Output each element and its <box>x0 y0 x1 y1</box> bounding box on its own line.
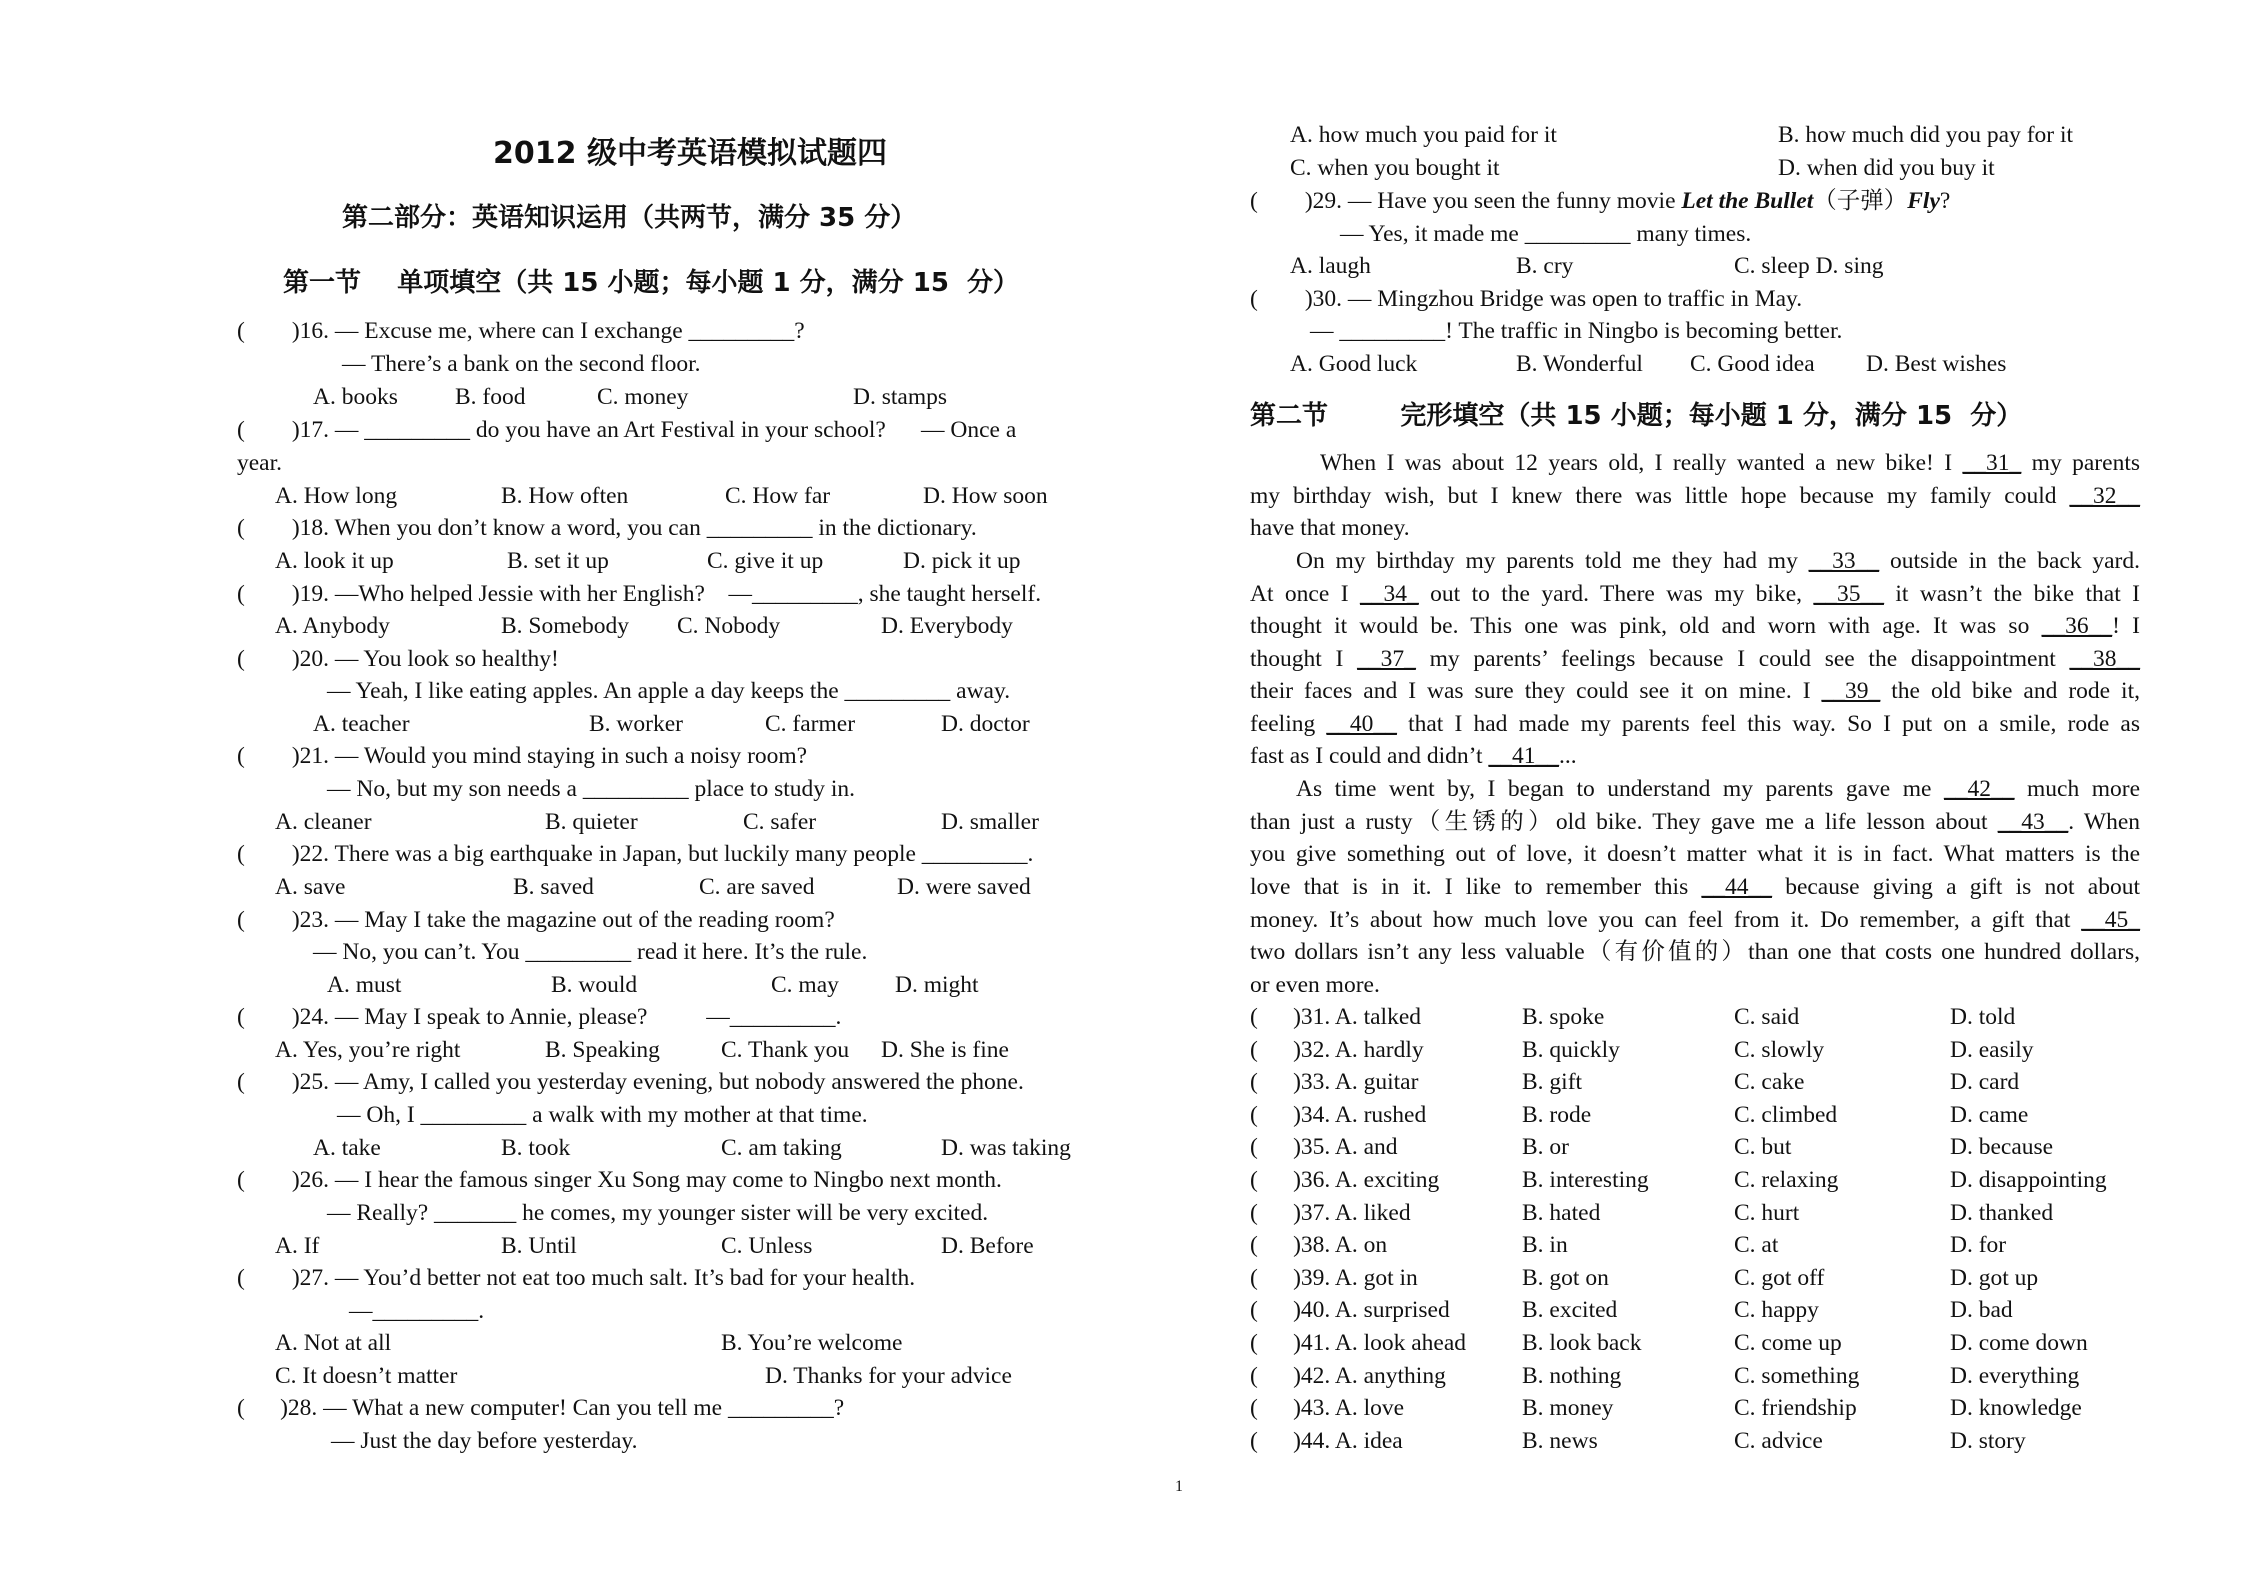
option-a: A. must <box>327 972 402 998</box>
cloze-option: B. in <box>1522 1232 1568 1259</box>
cloze-option: C. relaxing <box>1734 1167 1839 1193</box>
cloze-option: B. spoke <box>1522 1004 1605 1030</box>
cloze-question: ( )43. A. love <box>1250 1395 1405 1422</box>
question-28: ( )28. — What a new computer! Can you tell me _________? <box>237 1395 845 1421</box>
option-c: C. farmer <box>765 711 856 737</box>
cloze-option: C. climbed <box>1734 1101 1838 1128</box>
option-a: A. How long <box>275 483 398 509</box>
question-29-reply: — Yes, it made me _________ many times. <box>1340 221 1752 247</box>
option-c: C. It doesn’t matter <box>275 1363 458 1389</box>
option-a: A. take <box>313 1135 381 1161</box>
cloze-option: D. for <box>1950 1232 2007 1259</box>
question-28-reply: — Just the day before yesterday. <box>331 1428 638 1454</box>
question-27: ( )27. — You’d better not eat too much salt. It’s bad for your health. <box>237 1265 916 1291</box>
section1-heading: 第一节 单项填空（共 15 小题；每小题 1 分，满分 15 分） <box>283 268 1020 298</box>
question-21: ( )21. — Would you mind staying in such a noisy room? <box>237 743 808 769</box>
option-d: D. doctor <box>941 711 1030 737</box>
option-d: D. pick it up <box>903 548 1021 574</box>
cloze-question: ( )31. A. talked <box>1250 1004 1421 1030</box>
cloze-option: D. easily <box>1950 1036 2034 1063</box>
option-d: D. might <box>895 972 979 998</box>
page-number: 1 <box>1175 1478 1183 1495</box>
cloze-option: D. told <box>1950 1004 2016 1030</box>
passage-line: their faces and I was sure they could see it on mine. I __39_ the old bike and rode it, <box>1250 678 2140 704</box>
cloze-option: C. happy <box>1734 1297 1819 1324</box>
cloze-option: B. excited <box>1522 1297 1618 1324</box>
option-b: B. set it up <box>507 548 609 574</box>
cloze-option: B. hated <box>1522 1199 1601 1226</box>
passage-line: than just a rusty（生锈的）old bike. They gave me a life lesson about __43__. When <box>1250 809 2140 835</box>
cloze-option: C. something <box>1734 1362 1860 1389</box>
option-c: C. are saved <box>699 874 815 900</box>
section2-heading: 第二节 完形填空（共 15 小题；每小题 1 分，满分 15 分） <box>1250 401 2023 431</box>
option-c: C. money <box>597 384 689 410</box>
cloze-option: B. money <box>1522 1395 1614 1422</box>
question-26: ( )26. — I hear the famous singer Xu Song may come to Ningbo next month. <box>237 1167 1002 1193</box>
option-a: A. Not at all <box>275 1330 392 1356</box>
cloze-option: D. come down <box>1950 1330 2088 1356</box>
question-30-reply: — _________! The traffic in Ningbo is becoming better. <box>1310 318 1843 344</box>
cloze-question: ( )32. A. hardly <box>1250 1036 1424 1063</box>
cloze-option: D. got up <box>1950 1264 2039 1291</box>
cloze-option: D. story <box>1950 1427 2026 1454</box>
passage-line: or even more. <box>1250 972 1380 998</box>
option-b: B. You’re welcome <box>721 1330 903 1356</box>
cloze-option: C. slowly <box>1734 1036 1825 1063</box>
option-c: C. Thank you <box>721 1037 850 1063</box>
cloze-option: D. disappointing <box>1950 1167 2107 1193</box>
option-c: C. give it up <box>707 548 824 574</box>
option-b: B. took <box>501 1135 571 1161</box>
cloze-option: C. advice <box>1734 1427 1823 1454</box>
passage-line: When I was about 12 years old, I really wanted a new bike! I __31_ my parents <box>1320 450 2140 476</box>
option-c: C. sleep D. sing <box>1734 253 1884 279</box>
option-b: B. Wonderful <box>1516 351 1643 377</box>
cloze-option: C. got off <box>1734 1264 1825 1291</box>
option-b: B. How often <box>501 483 629 509</box>
question-29: ( )29. — Have you seen the funny movie Let the Bullet（子弹）Fly? <box>1250 188 1951 214</box>
cloze-option: B. interesting <box>1522 1167 1649 1193</box>
question-22: ( )22. There was a big earthquake in Japan, but luckily many people _________. <box>237 841 1034 867</box>
option-b: B. food <box>455 384 526 410</box>
question-20: ( )20. — You look so healthy! <box>237 646 559 672</box>
option-d: D. She is fine <box>881 1037 1009 1063</box>
option-a: A. save <box>275 874 346 900</box>
cloze-option: D. bad <box>1950 1297 2013 1324</box>
option-a: A. If <box>275 1233 320 1259</box>
option-d: D. were saved <box>897 874 1031 900</box>
option-d: D. when did you buy it <box>1778 155 1995 181</box>
option-d: D. How soon <box>923 483 1048 509</box>
option-c: C. safer <box>743 809 817 835</box>
question-23: ( )23. — May I take the magazine out of the reading room? <box>237 907 835 933</box>
option-b: B. would <box>551 972 638 998</box>
cloze-question: ( )34. A. rushed <box>1250 1101 1427 1128</box>
cloze-question: ( )35. A. and <box>1250 1134 1398 1161</box>
option-d: D. Everybody <box>881 613 1013 639</box>
option-d: D. Best wishes <box>1866 351 2007 377</box>
passage-line: you give something out of love, it doesn’t matter what it is in fact. What matters is the <box>1250 841 2140 867</box>
cloze-option: D. knowledge <box>1950 1395 2082 1422</box>
option-a: A. Good luck <box>1290 351 1418 377</box>
question-23-reply: — No, you can’t. You _________ read it here. It’s the rule. <box>313 939 868 965</box>
cloze-option: C. hurt <box>1734 1199 1800 1226</box>
passage-line: At once I __34_ out to the yard. There was my bike, __35__ it wasn’t the bike that I <box>1250 581 2140 607</box>
cloze-option: C. said <box>1734 1004 1800 1030</box>
cloze-option: C. at <box>1734 1232 1779 1259</box>
cloze-question: ( )42. A. anything <box>1250 1362 1446 1389</box>
question-30: ( )30. — Mingzhou Bridge was open to traffic in May. <box>1250 286 1803 312</box>
passage-line: As time went by, I began to understand my parents gave me __42__ much more <box>1296 776 2141 802</box>
passage-line: have that money. <box>1250 515 1410 541</box>
question-19: ( )19. —Who helped Jessie with her English? —_________, she taught herself. <box>237 581 1042 607</box>
option-b: B. quieter <box>545 809 638 835</box>
option-b: B. Speaking <box>545 1037 660 1063</box>
cloze-option: B. got on <box>1522 1264 1609 1291</box>
cloze-option: C. come up <box>1734 1330 1842 1356</box>
option-d: D. stamps <box>853 384 947 410</box>
option-a: A. Yes, you’re right <box>275 1037 461 1063</box>
question-16: ( )16. — Excuse me, where can I exchange _________? <box>237 318 805 344</box>
option-c: C. Nobody <box>677 613 781 639</box>
option-b: B. saved <box>513 874 594 900</box>
cloze-option: C. friendship <box>1734 1395 1857 1422</box>
exam-title: 2012 级中考英语模拟试题四 <box>493 136 887 171</box>
cloze-option: C. cake <box>1734 1069 1805 1096</box>
option-d: D. Before <box>941 1233 1034 1259</box>
cloze-question: ( )41. A. look ahead <box>1250 1330 1467 1356</box>
cloze-option: D. thanked <box>1950 1199 2054 1226</box>
passage-line: thought I __37_ my parents’ feelings because I could see the disappointment __38__ <box>1250 646 2140 672</box>
movie-title-end: Fly <box>1907 188 1940 214</box>
cloze-option: B. gift <box>1522 1069 1583 1096</box>
passage-line: two dollars isn’t any less valuable（有价值的）than one that costs one hundred dollars, <box>1250 939 2140 965</box>
passage-line: my birthday wish, but I knew there was little hope because my family could __32__ <box>1250 483 2140 509</box>
cloze-option: B. news <box>1522 1427 1598 1454</box>
option-a: A. teacher <box>313 711 410 737</box>
passage-line: fast as I could and didn’t __41__... <box>1250 743 1577 769</box>
cloze-question: ( )33. A. guitar <box>1250 1069 1419 1096</box>
cloze-option: D. came <box>1950 1101 2029 1128</box>
option-c: C. when you bought it <box>1290 155 1500 181</box>
cloze-question: ( )37. A. liked <box>1250 1199 1411 1226</box>
passage-line: thought it would be. This one was pink, old and worn with age. It was so __36__! I <box>1250 613 2140 639</box>
cloze-question: ( )38. A. on <box>1250 1232 1388 1259</box>
question-17-cont: year. <box>237 450 283 476</box>
cloze-option: D. because <box>1950 1134 2054 1161</box>
cloze-option: B. nothing <box>1522 1362 1622 1389</box>
question-25-reply: — Oh, I _________ a walk with my mother at that time. <box>337 1102 868 1128</box>
cloze-option: D. everything <box>1950 1362 2080 1389</box>
question-24: ( )24. — May I speak to Annie, please? —_________. <box>237 1004 842 1030</box>
option-b: B. cry <box>1516 253 1574 279</box>
cloze-option: B. quickly <box>1522 1036 1620 1063</box>
passage-line: love that is in it. I like to remember this __44__ because giving a gift is not about <box>1250 874 2140 900</box>
question-27-reply: —_________. <box>349 1298 485 1324</box>
cloze-question: ( )36. A. exciting <box>1250 1167 1440 1193</box>
movie-title: Let the Bullet <box>1681 188 1814 214</box>
question-16-reply: — There’s a bank on the second floor. <box>342 351 701 377</box>
passage-line: money. It’s about how much love you can feel from it. Do remember, a gift that __45_ <box>1250 907 2140 933</box>
option-a: A. look it up <box>275 548 394 574</box>
option-b: B. worker <box>589 711 683 737</box>
question-18: ( )18. When you don’t know a word, you can _________ in the dictionary. <box>237 515 977 541</box>
cloze-question: ( )39. A. got in <box>1250 1264 1418 1291</box>
option-c: C. Good idea <box>1690 351 1815 377</box>
cloze-option: B. or <box>1522 1134 1569 1161</box>
passage-line: On my birthday my parents told me they had my __33__ outside in the back yard. <box>1296 548 2140 574</box>
question-21-reply: — No, but my son needs a _________ place to study in. <box>327 776 856 802</box>
question-26-reply: — Really? _______ he comes, my younger sister will be very excited. <box>327 1200 989 1226</box>
option-a: A. cleaner <box>275 809 372 835</box>
option-d: D. was taking <box>941 1135 1071 1161</box>
option-a: A. Anybody <box>275 613 390 639</box>
option-a: A. laugh <box>1290 253 1371 279</box>
cloze-option: B. rode <box>1522 1101 1592 1128</box>
question-20-reply: — Yeah, I like eating apples. An apple a day keeps the _________ away. <box>327 678 1011 704</box>
cloze-option: D. card <box>1950 1069 2020 1096</box>
option-a: A. how much you paid for it <box>1290 122 1557 148</box>
question-25: ( )25. — Amy, I called you yesterday evening, but nobody answered the phone. <box>237 1069 1024 1095</box>
option-d: D. smaller <box>941 809 1039 835</box>
option-b: B. Until <box>501 1233 577 1259</box>
question-17: ( )17. — _________ do you have an Art Festival in your school? — Once a <box>237 417 1017 443</box>
option-c: C. How far <box>725 483 831 509</box>
cloze-option: B. look back <box>1522 1330 1642 1356</box>
cloze-question: ( )40. A. surprised <box>1250 1297 1450 1324</box>
option-c: C. Unless <box>721 1233 813 1259</box>
part-heading: 第二部分：英语知识运用（共两节，满分 35 分） <box>342 203 917 233</box>
option-d: D. Thanks for your advice <box>765 1363 1012 1389</box>
option-b: B. how much did you pay for it <box>1778 122 2074 148</box>
option-c: C. may <box>771 972 839 998</box>
option-c: C. am taking <box>721 1135 842 1161</box>
cloze-question: ( )44. A. idea <box>1250 1427 1403 1454</box>
cloze-option: C. but <box>1734 1134 1792 1161</box>
passage-line: feeling __40__ that I had made my parents feel this way. So I put on a smile, rode as <box>1250 711 2140 737</box>
option-b: B. Somebody <box>501 613 629 639</box>
option-a: A. books <box>313 384 398 410</box>
